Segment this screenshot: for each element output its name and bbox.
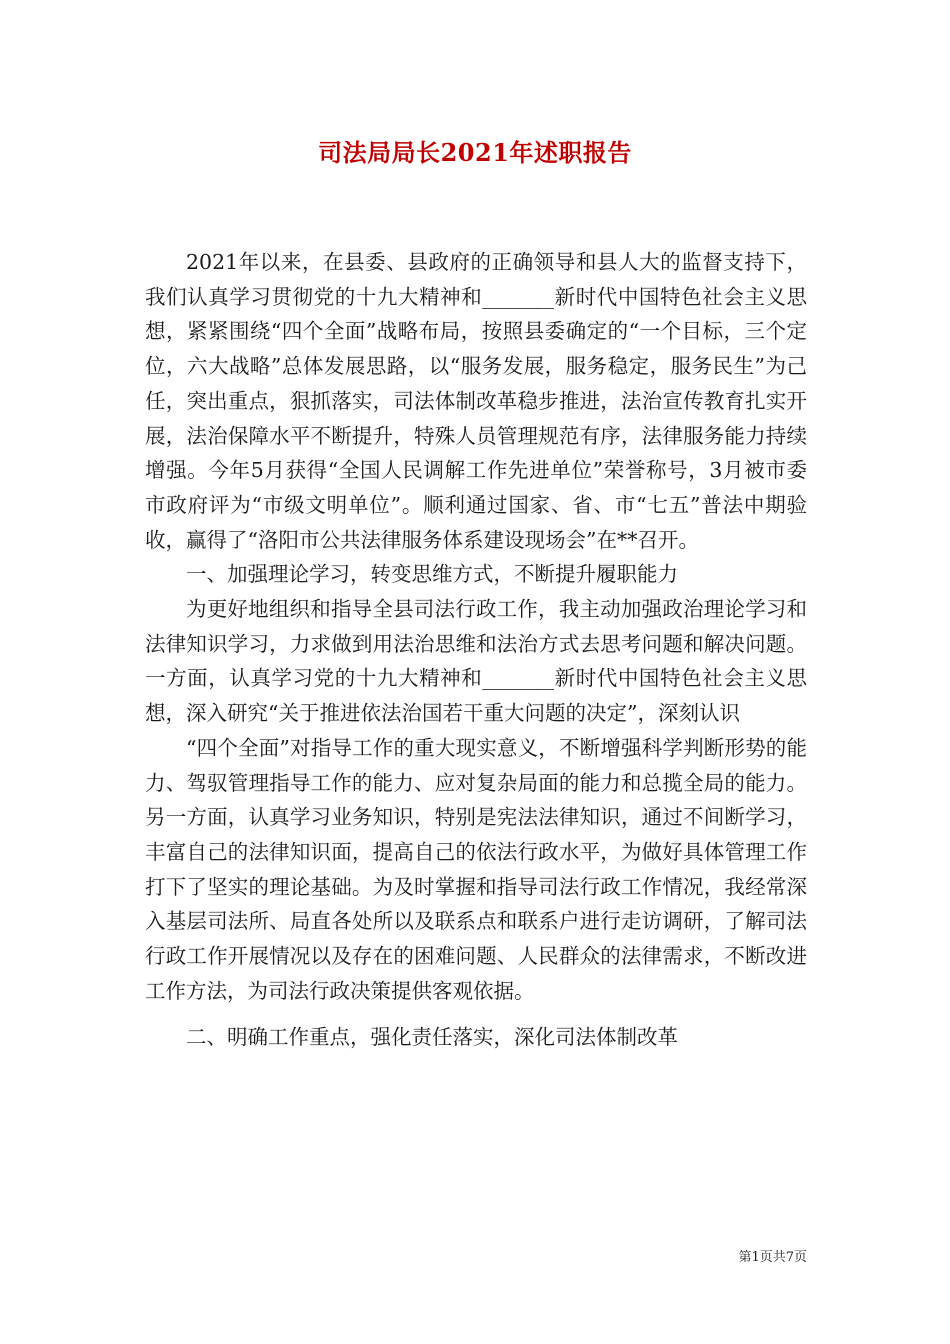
section-heading-1: 一、加强理论学习，转变思维方式，不断提升履职能力 [186, 562, 678, 587]
document-title: 司法局局长2021年述职报告 [318, 138, 632, 167]
page-number: 第1页共7页 [738, 1250, 807, 1265]
section-heading-2: 二、明确工作重点，强化责任落实，深化司法体制改革 [186, 1025, 678, 1050]
document-body [145, 245, 807, 1055]
paragraph-intro: 2021年以来，在县委、县政府的正确领导和县人大的监督支持下，我们认真学习贯彻党的十九大精神和_______新时代中国特色社会主义思想，紧紧围绕“四个全面”战略布局，按照县委确定的“一个目标，三个定位，六大战略”总体发展思路，以“服务发展，服务稳定，服务民生”为己任，突出重点，狠抓落实，司法体制改革稳步推进，法治宣传教育扎实开展，法治保障水平不断提升，特殊人员管理规范有序，法律服务能力持续增强。今年5月获得“全国人民调解工作先进单位”荣誉称号，3月被市委市政府评为“市级文明单位”。顺利通过国家、省、市“七五”普法中期验收，赢得了“洛阳市公共法律服务体系建设现场会”在**召开。 [145, 250, 807, 552]
paragraph-section-1-continued: “四个全面”对指导工作的重大现实意义，不断增强科学判断形势的能力、驾驭管理指导工作的能力、应对复杂局面的能力和总揽全局的能力。另一方面，认真学习业务知识，特别是宪法法律知识，通过不间断学习，丰富自己的法律知识面，提高自己的依法行政水平，为做好具体管理工作打下了坚实的理论基础。为及时掌握和指导司法行政工作情况，我经常深入基层司法所、局直各处所以及联系点和联系户进行走访调研，了解司法行政工作开展情况以及存在的困难问题、人民群众的法律需求，不断改进工作方法，为司法行政决策提供客观依据。 [145, 735, 807, 1003]
paragraph-section-1: 为更好地组织和指导全县司法行政工作，我主动加强政治理论学习和法律知识学习，力求做到用法治思维和法治方式去思考问题和解决问题。一方面，认真学习党的十九大精神和_______新时代中国特色社会主义思想，深入研究“关于推进依法治国若干重大问题的决定”，深刻认识 [145, 597, 807, 726]
